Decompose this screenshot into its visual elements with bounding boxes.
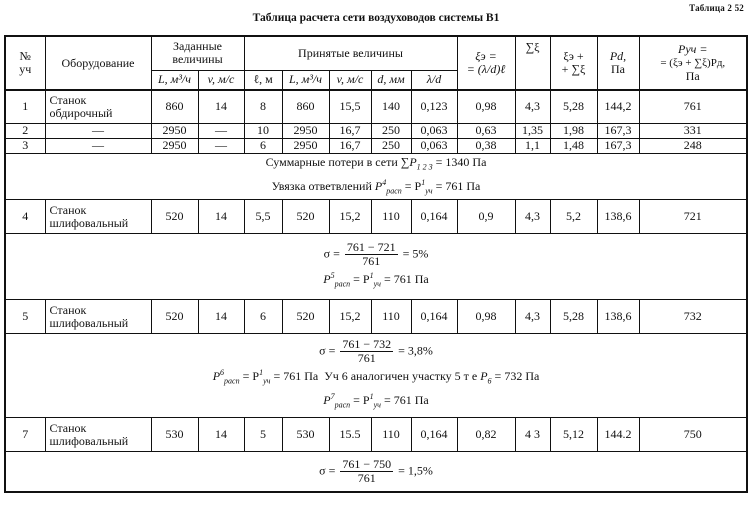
cell-xi-plus: 5,28 — [550, 300, 597, 334]
header-given-v: v, м/с — [198, 70, 244, 90]
note-row — [5, 153, 747, 200]
header-acc-d: d, мм — [371, 70, 411, 90]
cell-ld: 0,164 — [411, 200, 457, 234]
cell-num: 2 — [5, 123, 45, 138]
cell-d: 250 — [371, 123, 411, 138]
cell-num: 5 — [5, 300, 45, 334]
cell-equipment: Станок шлифовальный — [45, 418, 151, 452]
header-given: Заданные величины — [151, 36, 244, 70]
cell-d: 250 — [371, 138, 411, 153]
cell-xi-plus: 5,12 — [550, 418, 597, 452]
page-title: Таблица расчета сети воздуховодов системы В1 — [252, 12, 500, 24]
cell-given-v: 14 — [198, 90, 244, 123]
cell-l: 6 — [244, 138, 282, 153]
cell-given-L: 520 — [151, 300, 198, 334]
cell-pd: 167,3 — [597, 138, 639, 153]
cell-sum-xi: 4,3 — [515, 200, 550, 234]
cell-v: 15,5 — [329, 90, 371, 123]
cell-puch: 761 — [639, 90, 747, 123]
header-acc-v: v, м/с — [329, 70, 371, 90]
note-sigma-5: σ = $\frac{761 - 732}{761}$ = 3,8% $P^6_{расп} = P^1_{уч} = 761$ Па Уч 6 аналогичен участку 5 т е $P_6 = 732$ Па $P^7_{расп} = P^1_{уч} = 761$ Па — [5, 334, 747, 418]
cell-given-L: 520 — [151, 200, 198, 234]
note-row — [5, 452, 747, 492]
cell-L: 520 — [282, 200, 329, 234]
cell-l: 10 — [244, 123, 282, 138]
cell-num: 3 — [5, 138, 45, 153]
cell-xi-e: 0,98 — [457, 90, 515, 123]
cell-given-v: 14 — [198, 418, 244, 452]
cell-L: 2950 — [282, 123, 329, 138]
header-puch: Pуч = = (ξэ + ∑ξ)Pд, Па — [639, 36, 747, 90]
cell-v: 16,7 — [329, 123, 371, 138]
header-equipment: Оборудование — [45, 36, 151, 90]
cell-v: 15,2 — [329, 300, 371, 334]
cell-xi-e: 0,63 — [457, 123, 515, 138]
cell-xi-e: 0,82 — [457, 418, 515, 452]
cell-puch: 750 — [639, 418, 747, 452]
cell-sum-xi: 1,1 — [515, 138, 550, 153]
cell-l: 5 — [244, 418, 282, 452]
table-row — [5, 138, 747, 153]
sum-text: Суммарные потери в сети — [265, 154, 398, 169]
cell-l: 8 — [244, 90, 282, 123]
cell-num: 4 — [5, 200, 45, 234]
cell-xi-plus: 5,2 — [550, 200, 597, 234]
cell-ld: 0,164 — [411, 418, 457, 452]
cell-pd: 144,2 — [597, 90, 639, 123]
header-accepted: Принятые величины — [244, 36, 457, 70]
calc-table — [4, 35, 748, 493]
cell-xi-plus: 1,98 — [550, 123, 597, 138]
link-text: Увязка ответвлений — [271, 178, 372, 193]
cell-d: 110 — [371, 418, 411, 452]
note-sigma-7: σ = $\frac{761 - 750}{761}$ = 1,5% — [5, 452, 747, 492]
cell-L: 2950 — [282, 138, 329, 153]
cell-d: 110 — [371, 300, 411, 334]
cell-puch: 248 — [639, 138, 747, 153]
cell-v: 15,2 — [329, 200, 371, 234]
cell-sum-xi: 4,3 — [515, 90, 550, 123]
cell-given-L: 860 — [151, 90, 198, 123]
cell-d: 110 — [371, 200, 411, 234]
cell-L: 520 — [282, 300, 329, 334]
cell-xi-e: 0,98 — [457, 300, 515, 334]
cell-equipment: Станок шлифовальный — [45, 300, 151, 334]
cell-pd: 138,6 — [597, 200, 639, 234]
table-row — [5, 123, 747, 138]
table-row — [5, 90, 747, 123]
cell-L: 860 — [282, 90, 329, 123]
cell-ld: 0,063 — [411, 123, 457, 138]
cell-given-L: 2950 — [151, 123, 198, 138]
cell-sum-xi: 4,3 — [515, 300, 550, 334]
cell-ld: 0,164 — [411, 300, 457, 334]
cell-ld: 0,063 — [411, 138, 457, 153]
table-number: Таблица 2 52 — [689, 3, 744, 13]
header-acc-L: L, м³/ч — [282, 70, 329, 90]
header-pd: Pd, Па — [597, 36, 639, 90]
cell-given-v: — — [198, 123, 244, 138]
header-acc-ld: λ/d — [411, 70, 457, 90]
cell-given-v: 14 — [198, 200, 244, 234]
cell-equipment: — — [45, 138, 151, 153]
cell-sum-xi: 1,35 — [515, 123, 550, 138]
cell-pd: 138,6 — [597, 300, 639, 334]
cell-given-L: 530 — [151, 418, 198, 452]
cell-ld: 0,123 — [411, 90, 457, 123]
fraction: $\frac{761 - 732}{761}$ — [342, 336, 392, 365]
table-row — [5, 418, 747, 452]
cell-pd: 144.2 — [597, 418, 639, 452]
header-given-L: L, м³/ч — [151, 70, 198, 90]
note-sigma-4: σ = $\frac{761 - 721}{761}$ = 5% $P^5_{расп} = P^1_{уч} = 761$ Па — [5, 234, 747, 300]
cell-given-v: — — [198, 138, 244, 153]
note-sum-losses: Суммарные потери в сети $\sum P_{1 2 3} = 1340$ Па Увязка ответвлений $P^4_{расп} = P^1_{уч} = 761$ Па — [5, 153, 747, 200]
cell-v: 15.5 — [329, 418, 371, 452]
table-row — [5, 300, 747, 334]
header-xi-plus: ξэ + + ∑ξ — [550, 36, 597, 90]
cell-equipment: Станок обдирочный — [45, 90, 151, 123]
cell-equipment: — — [45, 123, 151, 138]
note-row — [5, 334, 747, 418]
cell-v: 16,7 — [329, 138, 371, 153]
header-acc-l: ℓ, м — [244, 70, 282, 90]
fraction: $\frac{761 - 721}{761}$ — [346, 240, 396, 269]
header-sum-xi: ∑ξ — [515, 36, 550, 90]
cell-puch: 331 — [639, 123, 747, 138]
cell-d: 140 — [371, 90, 411, 123]
cell-xi-plus: 1,48 — [550, 138, 597, 153]
cell-pd: 167,3 — [597, 123, 639, 138]
cell-xi-e: 0,9 — [457, 200, 515, 234]
cell-xi-e: 0,38 — [457, 138, 515, 153]
cell-puch: 721 — [639, 200, 747, 234]
header-xi-e: ξэ = = (λ/d)ℓ — [457, 36, 515, 90]
fraction: $\frac{761 - 750}{761}$ — [342, 457, 392, 486]
cell-given-v: 14 — [198, 300, 244, 334]
cell-puch: 732 — [639, 300, 747, 334]
header-number: № уч — [5, 36, 45, 90]
note-row — [5, 234, 747, 300]
cell-xi-plus: 5,28 — [550, 90, 597, 123]
cell-num: 1 — [5, 90, 45, 123]
cell-L: 530 — [282, 418, 329, 452]
cell-num: 7 — [5, 418, 45, 452]
cell-equipment: Станок шлифовальный — [45, 200, 151, 234]
cell-sum-xi: 4 3 — [515, 418, 550, 452]
cell-l: 6 — [244, 300, 282, 334]
cell-l: 5,5 — [244, 200, 282, 234]
cell-given-L: 2950 — [151, 138, 198, 153]
table-row — [5, 200, 747, 234]
